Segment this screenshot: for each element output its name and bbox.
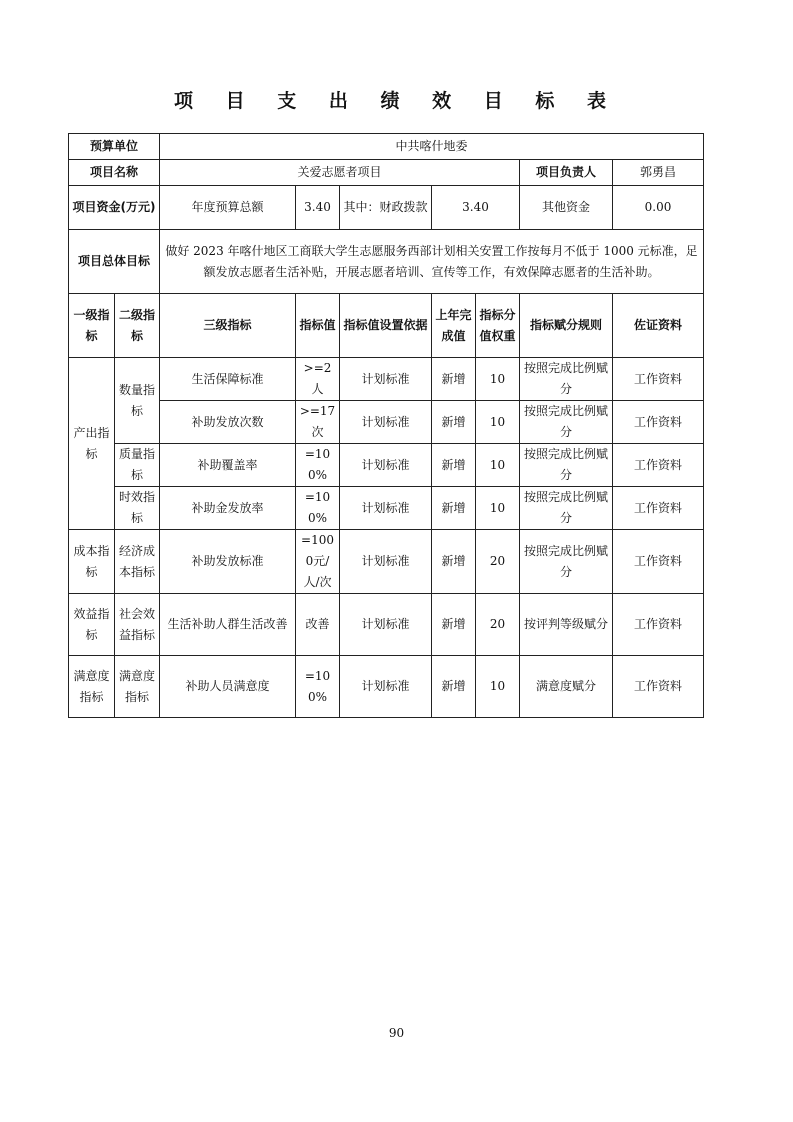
level1-output: 产出指标 [69, 358, 115, 530]
project-leader-label: 项目负责人 [520, 160, 613, 186]
rule-cell: 按照完成比例赋分 [520, 444, 613, 487]
evidence-cell: 工作资料 [613, 358, 704, 401]
project-leader-value: 郭勇昌 [613, 160, 704, 186]
col-rule: 指标赋分规则 [520, 294, 613, 358]
level3-cell: 补助发放次数 [160, 401, 296, 444]
col-basis: 指标值设置依据 [340, 294, 432, 358]
fiscal-label: 其中：财政拨款 [340, 186, 432, 230]
rule-cell: 按照完成比例赋分 [520, 358, 613, 401]
level3-cell: 补助发放标准 [160, 530, 296, 594]
level2-social-benefit: 社会效益指标 [115, 594, 160, 656]
table-row [69, 594, 704, 656]
fiscal-value: 3.40 [432, 186, 520, 230]
goal-row [69, 230, 704, 294]
evidence-cell: 工作资料 [613, 594, 704, 656]
rule-cell: 按照完成比例赋分 [520, 401, 613, 444]
table-row [69, 444, 704, 487]
col-level2: 二级指标 [115, 294, 160, 358]
rule-cell: 满意度赋分 [520, 656, 613, 718]
value-cell: =100% [296, 487, 340, 530]
basis-cell: 计划标准 [340, 530, 432, 594]
level2-satisfaction: 满意度指标 [115, 656, 160, 718]
other-funds-value: 0.00 [613, 186, 704, 230]
basis-cell: 计划标准 [340, 656, 432, 718]
table-row [69, 358, 704, 401]
col-weight: 指标分值权重 [476, 294, 520, 358]
value-cell: =100% [296, 656, 340, 718]
project-name-label: 项目名称 [69, 160, 160, 186]
level3-cell: 补助金发放率 [160, 487, 296, 530]
basis-cell: 计划标准 [340, 594, 432, 656]
prev-cell: 新增 [432, 444, 476, 487]
level2-timeliness: 时效指标 [115, 487, 160, 530]
prev-cell: 新增 [432, 487, 476, 530]
budget-unit-value: 中共喀什地委 [160, 134, 704, 160]
project-name-row [69, 160, 704, 186]
level2-economic-cost: 经济成本指标 [115, 530, 160, 594]
annual-budget-value: 3.40 [296, 186, 340, 230]
rule-cell: 按照完成比例赋分 [520, 530, 613, 594]
funds-row [69, 186, 704, 230]
other-funds-label: 其他资金 [520, 186, 613, 230]
prev-cell: 新增 [432, 401, 476, 444]
prev-cell: 新增 [432, 656, 476, 718]
value-cell: >=17次 [296, 401, 340, 444]
evidence-cell: 工作资料 [613, 656, 704, 718]
evidence-cell: 工作资料 [613, 487, 704, 530]
value-cell: >=2人 [296, 358, 340, 401]
basis-cell: 计划标准 [340, 401, 432, 444]
weight-cell: 10 [476, 487, 520, 530]
budget-unit-row [69, 134, 704, 160]
prev-cell: 新增 [432, 358, 476, 401]
col-prev: 上年完成值 [432, 294, 476, 358]
weight-cell: 10 [476, 401, 520, 444]
value-cell: =1000元/人/次 [296, 530, 340, 594]
evidence-cell: 工作资料 [613, 401, 704, 444]
funds-label: 项目资金(万元) [69, 186, 160, 230]
rule-cell: 按评判等级赋分 [520, 594, 613, 656]
weight-cell: 10 [476, 656, 520, 718]
page-number: 90 [388, 1026, 405, 1040]
rule-cell: 按照完成比例赋分 [520, 487, 613, 530]
evidence-cell: 工作资料 [613, 444, 704, 487]
level2-quantity: 数量指标 [115, 358, 160, 444]
level3-cell: 生活保障标准 [160, 358, 296, 401]
budget-unit-label: 预算单位 [69, 134, 160, 160]
page-title: 项 目 支 出 绩 效 目 标 表 [174, 90, 619, 112]
evidence-cell: 工作资料 [613, 530, 704, 594]
level1-cost: 成本指标 [69, 530, 115, 594]
col-value: 指标值 [296, 294, 340, 358]
weight-cell: 10 [476, 358, 520, 401]
col-level1: 一级指标 [69, 294, 115, 358]
value-cell: 改善 [296, 594, 340, 656]
col-evidence: 佐证资料 [613, 294, 704, 358]
level2-quality: 质量指标 [115, 444, 160, 487]
prev-cell: 新增 [432, 530, 476, 594]
basis-cell: 计划标准 [340, 444, 432, 487]
weight-cell: 20 [476, 594, 520, 656]
table-row [69, 530, 704, 594]
level3-cell: 补助人员满意度 [160, 656, 296, 718]
weight-cell: 10 [476, 444, 520, 487]
level1-benefit: 效益指标 [69, 594, 115, 656]
table-row [69, 401, 704, 444]
prev-cell: 新增 [432, 594, 476, 656]
value-cell: =100% [296, 444, 340, 487]
table-row [69, 656, 704, 718]
basis-cell: 计划标准 [340, 487, 432, 530]
col-level3: 三级指标 [160, 294, 296, 358]
goal-text: 做好 2023 年喀什地区工商联大学生志愿服务西部计划相关安置工作按每月不低于 1000 元标准，足额发放志愿者生活补贴，开展志愿者培训、宣传等工作，有效保障志愿者的生活补助。 [160, 230, 704, 294]
annual-budget-label: 年度预算总额 [160, 186, 296, 230]
column-header-row [69, 294, 704, 358]
project-name-value: 关爱志愿者项目 [160, 160, 520, 186]
weight-cell: 20 [476, 530, 520, 594]
basis-cell: 计划标准 [340, 358, 432, 401]
goal-label: 项目总体目标 [69, 230, 160, 294]
level1-satisfaction: 满意度指标 [69, 656, 115, 718]
performance-table [68, 133, 704, 718]
level3-cell: 补助覆盖率 [160, 444, 296, 487]
level3-cell: 生活补助人群生活改善 [160, 594, 296, 656]
table-row [69, 487, 704, 530]
